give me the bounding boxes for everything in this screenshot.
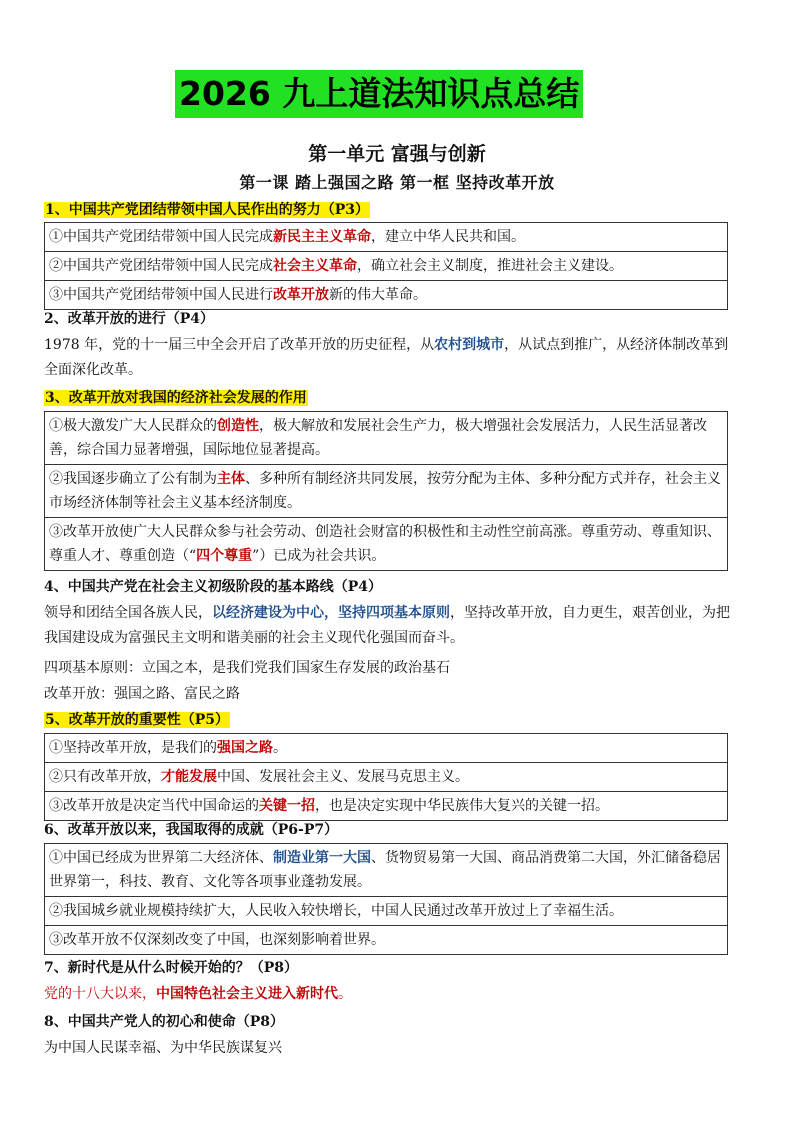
section-5-row-2: ②只有改革开放，才能发展中国、发展社会主义、发展马克思主义。: [45, 762, 727, 791]
section-4-text: 领导和团结全国各族人民，以经济建设为中心，坚持四项基本原则，坚持改革开放，自力更生，艰苦创业，为把我国建设成为富强民主文明和谐美丽的社会主义现代化强国而奋斗。: [44, 605, 730, 646]
section-1-table: [44, 222, 728, 310]
section-5-row-3: ③改革开放是决定当代中国命运的关键一招，也是决定实现中华民族伟大复兴的关键一招。: [45, 791, 727, 820]
section-3-row-2: ②我国逐步确立了公有制为主体、多种所有制经济共同发展，按劳分配为主体、多种分配方式并存，社会主义市场经济体制等社会主义基本经济制度。: [45, 464, 727, 517]
section-3-table: [44, 411, 728, 571]
section-8-text: 为中国人民谋幸福、为中华民族谋复兴: [44, 1040, 282, 1056]
unit-title: 第一单元 富强与创新: [308, 143, 486, 165]
section-1-row-2: ②中国共产党团结带领中国人民完成社会主义革命，确立社会主义制度，推进社会主义建设。: [45, 251, 727, 280]
section-4-line-2: 四项基本原则：立国之本，是我们党我们国家生存发展的政治基石: [44, 660, 450, 676]
section-6-row-2: ②我国城乡就业规模持续扩大，人民收入较快增长，中国人民通过改革开放过上了幸福生活。: [45, 896, 727, 925]
lesson-title: 第一课 踏上强国之路 第一框 坚持改革开放: [239, 173, 555, 192]
section-3-heading: 3、改革开放对我国的经济社会发展的作用: [45, 390, 307, 406]
section-6-heading: 6、改革开放以来，我国取得的成就（P6-P7）: [44, 822, 339, 838]
section-1-heading: 1、中国共产党团结带领中国人民作出的努力（P3）: [45, 202, 370, 218]
section-1-row-1: ①中国共产党团结带领中国人民完成新民主主义革命，建立中华人民共和国。: [49, 229, 525, 245]
section-2-text: 1978 年，党的十一届三中全会开启了改革开放的历史征程，从农村到城市，从试点到推广，从经济体制改革到全面深化改革。: [44, 337, 729, 378]
section-8-heading: 8、中国共产党人的初心和使命（P8）: [44, 1014, 285, 1030]
section-7-heading: 7、新时代是从什么时候开始的？（P8）: [44, 960, 299, 976]
section-7-text: 党的十八大以来，中国特色社会主义进入新时代。: [44, 986, 352, 1002]
section-5-row-1: ①坚持改革开放，是我们的强国之路。: [49, 740, 287, 756]
document-title: 2026 九上道法知识点总结: [175, 70, 583, 118]
section-3-row-1: ①极大激发广大人民群众的创造性，极大解放和发展社会生产力，极大增强社会发展活力，人民生活显著改善，综合国力显著增强，国际地位显著提高。: [49, 418, 707, 458]
section-5-heading: 5、改革开放的重要性（P5）: [45, 712, 230, 728]
section-4-line-3: 改革开放：强国之路、富民之路: [44, 686, 240, 702]
section-6-table: [44, 843, 728, 955]
section-2-heading: 2、改革开放的进行（P4）: [44, 311, 215, 327]
section-5-table: [44, 733, 728, 821]
section-6-row-3: ③改革开放不仅深刻改变了中国，也深刻影响着世界。: [45, 925, 727, 954]
section-1-row-3: ③中国共产党团结带领中国人民进行改革开放新的伟大革命。: [45, 280, 727, 309]
section-3-row-3: ③改革开放使广大人民群众参与社会劳动、创造社会财富的积极性和主动性空前高涨。尊重劳动、尊重知识、尊重人才、尊重创造（“四个尊重”）已成为社会共识。: [45, 517, 727, 570]
section-4-heading: 4、中国共产党在社会主义初级阶段的基本路线（P4）: [44, 579, 383, 595]
section-6-row-1: ①中国已经成为世界第二大经济体、制造业第一大国、货物贸易第一大国、商品消费第二大国，外汇储备稳居世界第一，科技、教育、文化等各项事业蓬勃发展。: [49, 850, 721, 890]
